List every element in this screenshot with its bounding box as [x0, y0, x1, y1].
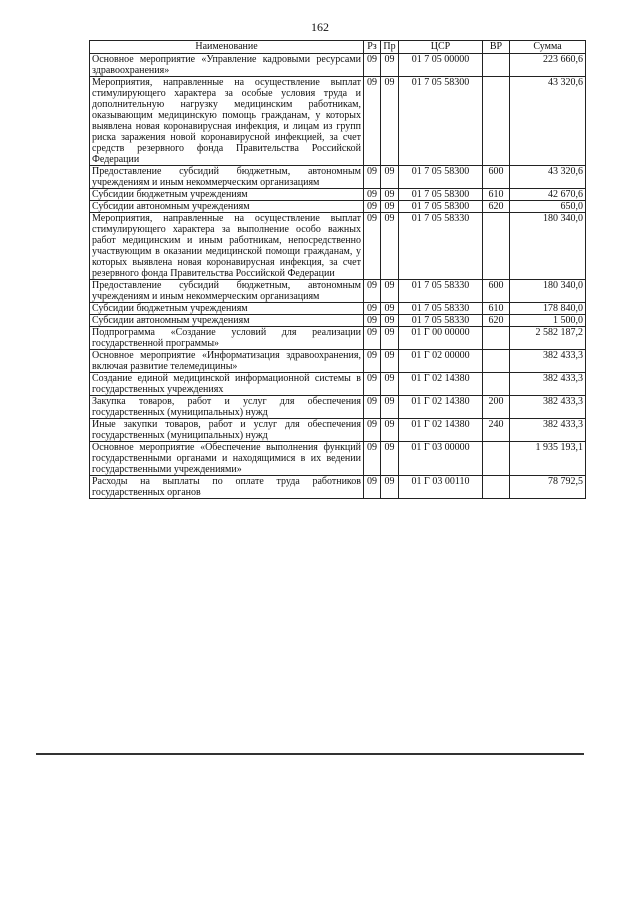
row-vr — [483, 54, 510, 77]
bottom-divider-line — [36, 753, 584, 755]
row-csr: 01 Г 03 00110 — [399, 476, 483, 499]
table-row — [90, 327, 586, 350]
row-name: Субсидии бюджетным учреждениям — [90, 189, 364, 201]
row-rz: 09 — [364, 189, 381, 201]
row-vr — [483, 327, 510, 350]
page-number: 162 — [311, 20, 329, 34]
table-row — [90, 201, 586, 213]
row-csr: 01 7 05 58300 — [399, 189, 483, 201]
row-pr: 09 — [381, 201, 399, 213]
row-name: Иные закупки товаров, работ и услуг для обеспечения государственных (муниципальных) нужд — [90, 419, 364, 442]
table-row — [90, 373, 586, 396]
row-pr: 09 — [381, 350, 399, 373]
row-sum: 180 340,0 — [510, 213, 586, 280]
row-sum: 178 840,0 — [510, 303, 586, 315]
row-pr: 09 — [381, 213, 399, 280]
row-csr: 01 Г 02 14380 — [399, 419, 483, 442]
row-csr: 01 7 05 58330 — [399, 303, 483, 315]
row-name: Предоставление субсидий бюджетным, автономным учреждениям и иным некоммерческим организациям — [90, 166, 364, 189]
row-vr: 600 — [483, 280, 510, 303]
row-csr: 01 Г 03 00000 — [399, 442, 483, 476]
table-row — [90, 303, 586, 315]
row-rz: 09 — [364, 166, 381, 189]
row-rz: 09 — [364, 303, 381, 315]
header-pr: Пр — [381, 41, 399, 54]
table-row — [90, 476, 586, 499]
table-header-row — [90, 41, 586, 54]
row-csr: 01 7 05 58330 — [399, 315, 483, 327]
row-sum: 1 935 193,1 — [510, 442, 586, 476]
row-vr — [483, 476, 510, 499]
row-name: Мероприятия, направленные на осуществление выплат стимулирующего характера за особые условия труда и дополнительную нагрузку медицинским работникам, оказывающим медицинскую помощь гражданам, у которых выявлена новая коронавирусная инфекция, и лицам из групп риска заражения новой коронавирусной инфекцией, за счет средств резервного фонда Правительства Российской Федерации — [90, 77, 364, 166]
row-rz: 09 — [364, 350, 381, 373]
row-pr: 09 — [381, 189, 399, 201]
row-rz: 09 — [364, 327, 381, 350]
row-vr: 620 — [483, 315, 510, 327]
row-rz: 09 — [364, 476, 381, 499]
row-rz: 09 — [364, 396, 381, 419]
row-sum: 1 500,0 — [510, 315, 586, 327]
row-vr — [483, 213, 510, 280]
row-csr: 01 7 05 00000 — [399, 54, 483, 77]
row-name: Основное мероприятие «Управление кадровыми ресурсами здравоохранения» — [90, 54, 364, 77]
row-rz: 09 — [364, 213, 381, 280]
row-vr — [483, 77, 510, 166]
row-csr: 01 Г 02 14380 — [399, 396, 483, 419]
row-csr: 01 Г 02 14380 — [399, 373, 483, 396]
row-vr — [483, 350, 510, 373]
row-pr: 09 — [381, 442, 399, 476]
row-name: Основное мероприятие «Информатизация здравоохранения, включая развитие телемедицины» — [90, 350, 364, 373]
row-pr: 09 — [381, 166, 399, 189]
row-pr: 09 — [381, 315, 399, 327]
row-csr: 01 7 05 58330 — [399, 213, 483, 280]
header-vr: ВР — [483, 41, 510, 54]
row-name: Субсидии автономным учреждениям — [90, 315, 364, 327]
row-rz: 09 — [364, 54, 381, 77]
table-row — [90, 315, 586, 327]
row-vr — [483, 373, 510, 396]
row-vr: 600 — [483, 166, 510, 189]
row-csr: 01 7 05 58300 — [399, 166, 483, 189]
row-sum: 382 433,3 — [510, 350, 586, 373]
row-vr: 610 — [483, 303, 510, 315]
row-rz: 09 — [364, 315, 381, 327]
table-row — [90, 350, 586, 373]
row-vr: 620 — [483, 201, 510, 213]
row-name: Субсидии бюджетным учреждениям — [90, 303, 364, 315]
header-name: Наименование — [90, 41, 364, 54]
row-name: Субсидии автономным учреждениям — [90, 201, 364, 213]
table-row — [90, 280, 586, 303]
row-pr: 09 — [381, 77, 399, 166]
row-vr: 200 — [483, 396, 510, 419]
row-pr: 09 — [381, 280, 399, 303]
row-rz: 09 — [364, 280, 381, 303]
row-rz: 09 — [364, 201, 381, 213]
row-sum: 382 433,3 — [510, 373, 586, 396]
row-pr: 09 — [381, 476, 399, 499]
row-rz: 09 — [364, 77, 381, 166]
row-name: Предоставление субсидий бюджетным, автономным учреждениям и иным некоммерческим организациям — [90, 280, 364, 303]
row-sum: 43 320,6 — [510, 77, 586, 166]
row-sum: 2 582 187,2 — [510, 327, 586, 350]
row-name: Расходы на выплаты по оплате труда работников государственных органов — [90, 476, 364, 499]
budget-table — [89, 40, 586, 499]
row-csr: 01 7 05 58300 — [399, 77, 483, 166]
row-pr: 09 — [381, 396, 399, 419]
row-sum: 180 340,0 — [510, 280, 586, 303]
row-rz: 09 — [364, 373, 381, 396]
table-row — [90, 419, 586, 442]
row-csr: 01 Г 00 00000 — [399, 327, 483, 350]
row-pr: 09 — [381, 419, 399, 442]
row-sum: 382 433,3 — [510, 396, 586, 419]
row-csr: 01 Г 02 00000 — [399, 350, 483, 373]
header-csr: ЦСР — [399, 41, 483, 54]
row-pr: 09 — [381, 373, 399, 396]
table-row — [90, 77, 586, 166]
row-name: Создание единой медицинской информационной системы в государственных учреждениях — [90, 373, 364, 396]
row-rz: 09 — [364, 419, 381, 442]
row-name: Основное мероприятие «Обеспечение выполнения функций государственными органами и находящимися в их ведении государственными учреждениями» — [90, 442, 364, 476]
row-vr — [483, 442, 510, 476]
row-sum: 382 433,3 — [510, 419, 586, 442]
row-name: Подпрограмма «Создание условий для реализации государственной программы» — [90, 327, 364, 350]
row-pr: 09 — [381, 54, 399, 77]
row-vr: 610 — [483, 189, 510, 201]
table-row — [90, 54, 586, 77]
row-sum: 650,0 — [510, 201, 586, 213]
row-sum: 78 792,5 — [510, 476, 586, 499]
row-csr: 01 7 05 58300 — [399, 201, 483, 213]
row-sum: 43 320,6 — [510, 166, 586, 189]
header-rz: Рз — [364, 41, 381, 54]
row-csr: 01 7 05 58330 — [399, 280, 483, 303]
table-row — [90, 189, 586, 201]
table-row — [90, 213, 586, 280]
row-name: Закупка товаров, работ и услуг для обеспечения государственных (муниципальных) нужд — [90, 396, 364, 419]
row-pr: 09 — [381, 327, 399, 350]
row-rz: 09 — [364, 442, 381, 476]
table-row — [90, 166, 586, 189]
row-pr: 09 — [381, 303, 399, 315]
row-sum: 42 670,6 — [510, 189, 586, 201]
row-vr: 240 — [483, 419, 510, 442]
row-sum: 223 660,6 — [510, 54, 586, 77]
row-name: Мероприятия, направленные на осуществление выплат стимулирующего характера за выполнение особо важных работ медицинским и иным работникам, непосредственно участвующим в оказании медицинской помощи гражданам, у которых выявлена новая коронавирусная инфекция, за счет резервного фонда Правительства Российской Федерации — [90, 213, 364, 280]
header-sum: Сумма — [510, 41, 586, 54]
table-row — [90, 442, 586, 476]
table-row — [90, 396, 586, 419]
